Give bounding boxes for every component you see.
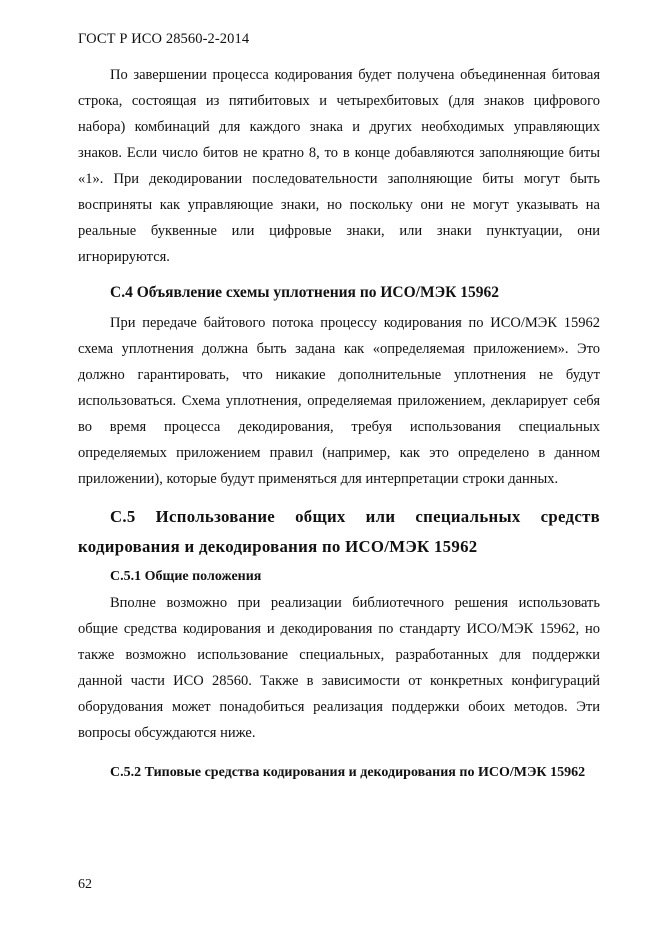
heading-c5-1: С.5.1 Общие положения <box>110 569 262 584</box>
heading-c5: С.5 Использование общих или специальных средств кодирования и декодирования по ИСО/МЭК 15962 <box>78 507 600 556</box>
page-body <box>78 62 600 788</box>
heading-c4: С.4 Объявление схемы уплотнения по ИСО/МЭК 15962 <box>110 284 499 301</box>
paragraph-general-provisions: Вполне возможно при реализации библиотечного решения использовать общие средства кодирования и декодирования по стандарту ИСО/МЭК 15962, но также возможно использование специальных, разработанных для поддержки данной части ИСО 28560. Также в зависимости от конкретных конфигураций оборудования может понадобиться реализация поддержки обоих методов. Эти вопросы обсуждаются ниже. <box>78 595 600 741</box>
page-number: 62 <box>78 877 92 892</box>
heading-c5-2: С.5.2 Типовые средства кодирования и декодирования по ИСО/МЭК 15962 <box>110 765 586 780</box>
paragraph-compaction-scheme: При передаче байтового потока процессу кодирования по ИСО/МЭК 15962 схема уплотнения должна быть задана как «определяемая приложением». Это должно гарантировать, что никакие дополнительные уплотнения не будут использоваться. Схема уплотнения, определяемая приложением, декларирует себя во время процесса декодирования, требуя использования специальных определяемых приложением правил (например, как это определено в данном приложении), которые будут применяться для интерпретации строки данных. <box>78 315 600 487</box>
paragraph-encoding-result: По завершении процесса кодирования будет получена объединенная битовая строка, состоящая из пятибитовых и четырехбитовых (для знаков цифрового набора) комбинаций для каждого знака и других необходимых управляющих знаков. Если число битов не кратно 8, то в конце добавляются заполняющие биты «1». При декодировании последовательности заполняющие биты могут быть восприняты как управляющие знаки, но поскольку они не могут указывать на реальные буквенные или цифровые знаки, или знаки пунктуации, они игнорируются. <box>78 67 600 265</box>
document-header: ГОСТ Р ИСО 28560-2-2014 <box>78 31 250 47</box>
